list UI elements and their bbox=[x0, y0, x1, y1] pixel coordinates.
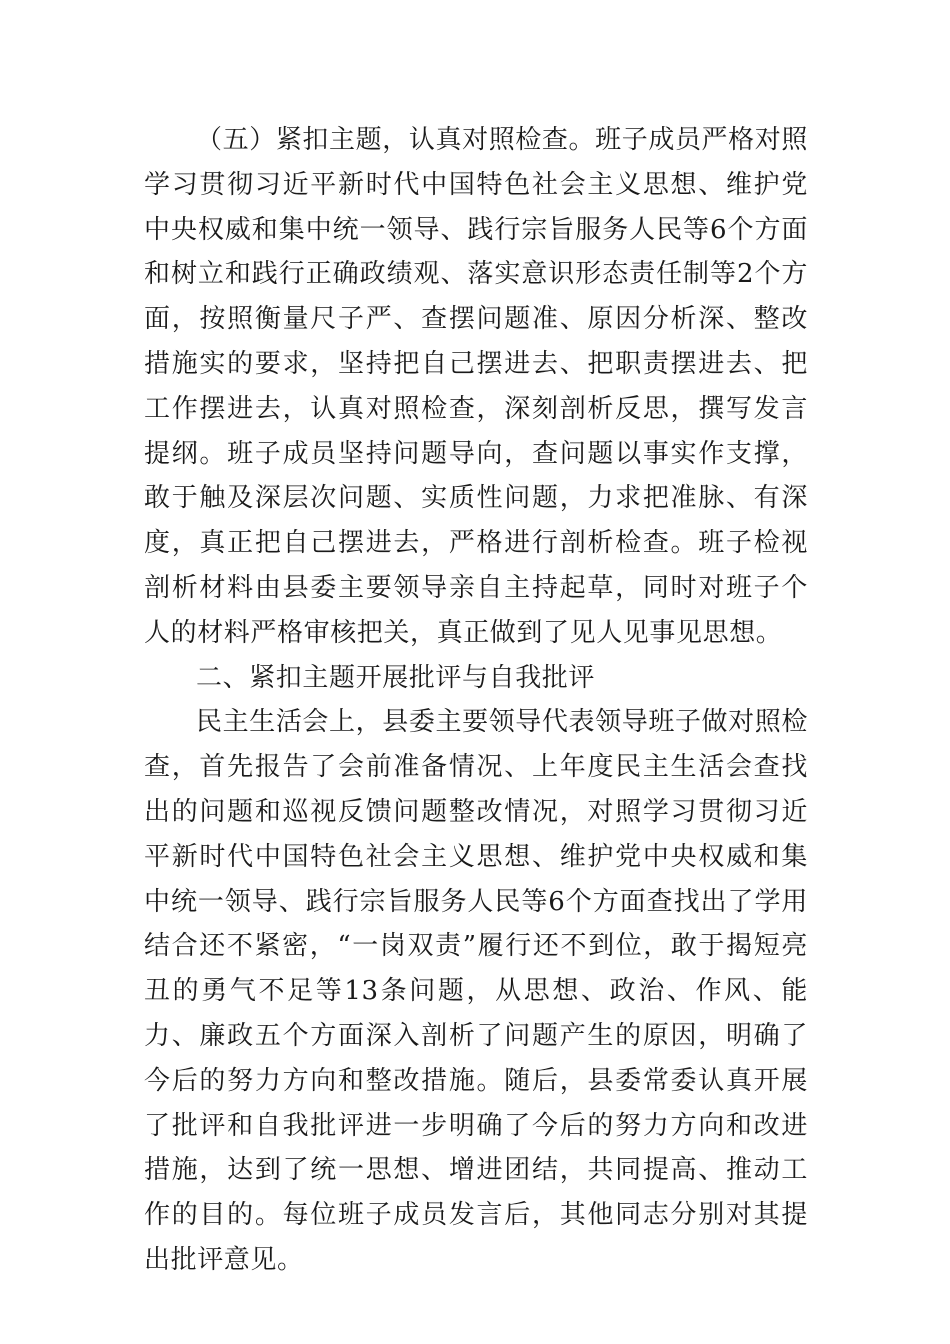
section-heading-criticism: 二、紧扣主题开展批评与自我批评 bbox=[196, 662, 596, 693]
paragraph-democratic-meeting: 民主生活会上，县委主要领导代表领导班子做对照检查，首先报告了会前准备情况、上年度民主生活会查找出的问题和巡视反馈问题整改情况，对照学习贯彻习近平新时代中国特色社会主义思想、维护党中央权威和集中统一领导、践行宗旨服务人民等6个方面查找出了学用结合还不紧密，“一岗双责”履行还不到位，敢于揭短亮丑的勇气不足等13条问题，从思想、政治、作风、能力、廉政五个方面深入剖析了问题产生的原因，明确了今后的努力方向和整改措施。随后，县委常委认真开展了批评和自我批评进一步明确了今后的努力方向和改进措施，达到了统一思想、增进团结，共同提高、推动工作的目的。每位班子成员发言后，其他同志分别对其提出批评意见。 bbox=[144, 707, 808, 1275]
document-body bbox=[144, 118, 808, 1283]
paragraph-self-inspection: （五）紧扣主题，认真对照检查。班子成员严格对照学习贯彻习近平新时代中国特色社会主义思想、维护党中央权威和集中统一领导、践行宗旨服务人民等6个方面和树立和践行正确政绩观、落实意识形态责任制等2个方面，按照衡量尺子严、查摆问题准、原因分析深、整改措施实的要求，坚持把自己摆进去、把职责摆进去、把工作摆进去，认真对照检查，深刻剖析反思，撰写发言提纲。班子成员坚持问题导向，查问题以事实作支撑，敢于触及深层次问题、实质性问题，力求把准脉、有深度，真正把自己摆进去，严格进行剖析检查。班子检视剖析材料由县委主要领导亲自主持起草，同时对班子个人的材料严格审核把关，真正做到了见人见事见思想。 bbox=[144, 125, 808, 648]
